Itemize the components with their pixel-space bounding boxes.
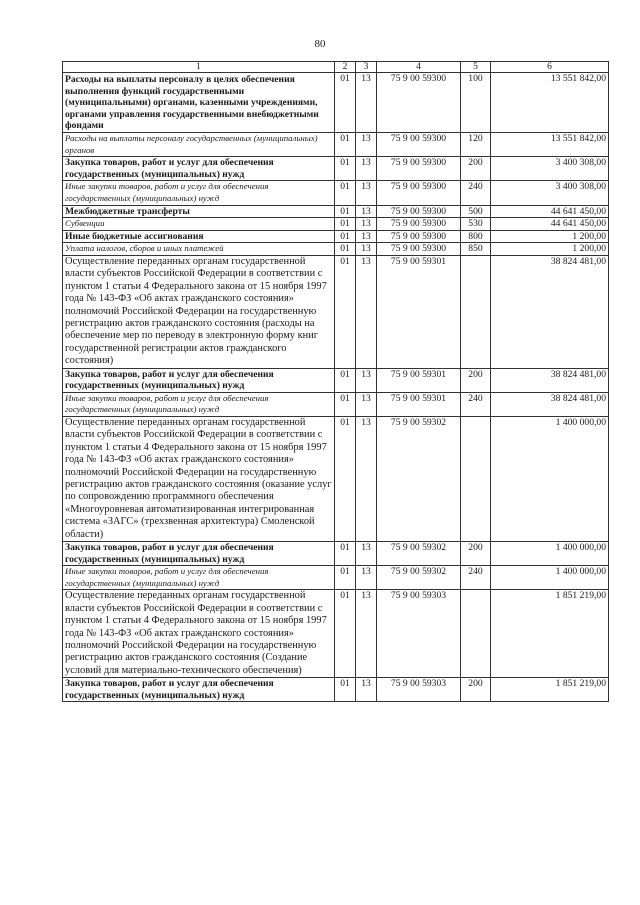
subsection-code-cell: 13 xyxy=(356,416,377,541)
column-header: 4 xyxy=(377,62,461,73)
row-name-cell: Осуществление переданных органам государственной власти субъектов Российской Федерации в соответствии с пунктом 1 статьи 4 Федерального закона от 15 ноября 1997 года № 143-ФЗ «Об актах гражданского состояния» полномочий Российской Федерации на государственную регистрацию актов гражданского состояния (Создание условий для материально-технического обеспечения) xyxy=(63,590,335,678)
row-name-cell: Закупка товаров, работ и услуг для обеспечения государственных (муниципальных) нужд xyxy=(63,542,335,566)
section-code-cell: 01 xyxy=(335,678,356,702)
subsection-code-cell: 13 xyxy=(356,255,377,368)
section-code-cell: 01 xyxy=(335,542,356,566)
target-code-cell: 75 9 00 59300 xyxy=(377,205,461,218)
target-code-cell: 75 9 00 59302 xyxy=(377,566,461,590)
table-row xyxy=(63,243,609,256)
row-name-cell: Уплата налогов, сборов и иных платежей xyxy=(63,243,335,256)
expense-type-cell xyxy=(461,255,491,368)
amount-cell: 1 851 219,00 xyxy=(491,678,609,702)
column-header: 3 xyxy=(356,62,377,73)
section-code-cell: 01 xyxy=(335,230,356,243)
section-code-cell: 01 xyxy=(335,392,356,416)
amount-cell: 13 551 842,00 xyxy=(491,132,609,156)
row-name-cell: Закупка товаров, работ и услуг для обеспечения государственных (муниципальных) нужд xyxy=(63,368,335,392)
target-code-cell: 75 9 00 59300 xyxy=(377,243,461,256)
row-name-cell: Субвенции xyxy=(63,218,335,231)
amount-cell: 38 824 481,00 xyxy=(491,255,609,368)
section-code-cell: 01 xyxy=(335,218,356,231)
expense-type-cell: 100 xyxy=(461,73,491,133)
row-name-cell: Закупка товаров, работ и услуг для обеспечения государственных (муниципальных) нужд xyxy=(63,678,335,702)
target-code-cell: 75 9 00 59303 xyxy=(377,678,461,702)
target-code-cell: 75 9 00 59301 xyxy=(377,368,461,392)
table-header-row xyxy=(63,62,609,73)
page-number: 80 xyxy=(314,38,326,50)
target-code-cell: 75 9 00 59300 xyxy=(377,181,461,205)
amount-cell: 44 641 450,00 xyxy=(491,218,609,231)
subsection-code-cell: 13 xyxy=(356,218,377,231)
row-name-cell: Осуществление переданных органам государственной власти субъектов Российской Федерации в соответствии с пунктом 1 статьи 4 Федерального закона от 15 ноября 1997 года № 143-ФЗ «Об актах гражданского состояния» полномочий Российской Федерации на государственную регистрацию актов гражданского состояния (оказание услуг по сопровождению программного обеспечения «Многоуровневая автоматизированная интегрированная система «ЗАГС» (трехзвенная архитектура) Смоленской области) xyxy=(63,416,335,541)
section-code-cell: 01 xyxy=(335,243,356,256)
table-row xyxy=(63,255,609,368)
column-header: 1 xyxy=(63,62,335,73)
subsection-code-cell: 13 xyxy=(356,590,377,678)
row-name-cell: Межбюджетные трансферты xyxy=(63,205,335,218)
amount-cell: 1 400 000,00 xyxy=(491,566,609,590)
expense-type-cell: 200 xyxy=(461,678,491,702)
target-code-cell: 75 9 00 59301 xyxy=(377,392,461,416)
expense-type-cell: 120 xyxy=(461,132,491,156)
expense-type-cell xyxy=(461,416,491,541)
target-code-cell: 75 9 00 59303 xyxy=(377,590,461,678)
column-header: 5 xyxy=(461,62,491,73)
expense-type-cell: 240 xyxy=(461,392,491,416)
section-code-cell: 01 xyxy=(335,368,356,392)
amount-cell: 1 400 000,00 xyxy=(491,416,609,541)
table-row xyxy=(63,416,609,541)
amount-cell: 38 824 481,00 xyxy=(491,392,609,416)
row-name-cell: Иные закупки товаров, работ и услуг для обеспечения государственных (муниципальных) нужд xyxy=(63,566,335,590)
section-code-cell: 01 xyxy=(335,157,356,181)
amount-cell: 1 400 000,00 xyxy=(491,542,609,566)
row-name-cell: Иные закупки товаров, работ и услуг для обеспечения государственных (муниципальных) нужд xyxy=(63,392,335,416)
expense-type-cell: 200 xyxy=(461,368,491,392)
amount-cell: 1 200,00 xyxy=(491,243,609,256)
amount-cell: 44 641 450,00 xyxy=(491,205,609,218)
subsection-code-cell: 13 xyxy=(356,542,377,566)
table-row xyxy=(63,157,609,181)
subsection-code-cell: 13 xyxy=(356,205,377,218)
target-code-cell: 75 9 00 59302 xyxy=(377,542,461,566)
column-header: 2 xyxy=(335,62,356,73)
amount-cell: 38 824 481,00 xyxy=(491,368,609,392)
amount-cell: 1 200,00 xyxy=(491,230,609,243)
target-code-cell: 75 9 00 59300 xyxy=(377,230,461,243)
row-name-cell: Осуществление переданных органам государственной власти субъектов Российской Федерации в соответствии с пунктом 1 статьи 4 Федерального закона от 15 ноября 1997 года № 143-ФЗ «Об актах гражданского состояния» полномочий Российской Федерации на государственную регистрацию актов гражданского состояния (расходы на обеспечение мер по переводу в электронную форму книг государственной регистрации актов гражданского состояния) xyxy=(63,255,335,368)
target-code-cell: 75 9 00 59300 xyxy=(377,132,461,156)
section-code-cell: 01 xyxy=(335,416,356,541)
table-row xyxy=(63,205,609,218)
subsection-code-cell: 13 xyxy=(356,368,377,392)
target-code-cell: 75 9 00 59300 xyxy=(377,73,461,133)
expense-type-cell: 500 xyxy=(461,205,491,218)
section-code-cell: 01 xyxy=(335,566,356,590)
expense-type-cell: 200 xyxy=(461,542,491,566)
section-code-cell: 01 xyxy=(335,590,356,678)
table-row xyxy=(63,368,609,392)
subsection-code-cell: 13 xyxy=(356,392,377,416)
section-code-cell: 01 xyxy=(335,132,356,156)
target-code-cell: 75 9 00 59300 xyxy=(377,218,461,231)
expense-type-cell: 240 xyxy=(461,566,491,590)
amount-cell: 1 851 219,00 xyxy=(491,590,609,678)
subsection-code-cell: 13 xyxy=(356,678,377,702)
expense-type-cell: 240 xyxy=(461,181,491,205)
row-name-cell: Расходы на выплаты персоналу в целях обеспечения выполнения функций государственными (муниципальными) органами, казенными учреждениями, органами управления государственными внебюджетными фондами xyxy=(63,73,335,133)
budget-table xyxy=(62,61,609,702)
section-code-cell: 01 xyxy=(335,73,356,133)
table-row xyxy=(63,542,609,566)
subsection-code-cell: 13 xyxy=(356,181,377,205)
expense-type-cell: 850 xyxy=(461,243,491,256)
row-name-cell: Расходы на выплаты персоналу государственных (муниципальных) органов xyxy=(63,132,335,156)
subsection-code-cell: 13 xyxy=(356,132,377,156)
subsection-code-cell: 13 xyxy=(356,243,377,256)
subsection-code-cell: 13 xyxy=(356,73,377,133)
amount-cell: 3 400 308,00 xyxy=(491,181,609,205)
table-row xyxy=(63,590,609,678)
amount-cell: 13 551 842,00 xyxy=(491,73,609,133)
table-row xyxy=(63,678,609,702)
subsection-code-cell: 13 xyxy=(356,157,377,181)
section-code-cell: 01 xyxy=(335,205,356,218)
subsection-code-cell: 13 xyxy=(356,230,377,243)
amount-cell: 3 400 308,00 xyxy=(491,157,609,181)
row-name-cell: Иные бюджетные ассигнования xyxy=(63,230,335,243)
table-row xyxy=(63,566,609,590)
section-code-cell: 01 xyxy=(335,255,356,368)
expense-type-cell xyxy=(461,590,491,678)
subsection-code-cell: 13 xyxy=(356,566,377,590)
section-code-cell: 01 xyxy=(335,181,356,205)
expense-type-cell: 200 xyxy=(461,157,491,181)
target-code-cell: 75 9 00 59300 xyxy=(377,157,461,181)
target-code-cell: 75 9 00 59301 xyxy=(377,255,461,368)
table-row xyxy=(63,392,609,416)
table-row xyxy=(63,181,609,205)
target-code-cell: 75 9 00 59302 xyxy=(377,416,461,541)
expense-type-cell: 530 xyxy=(461,218,491,231)
column-header: 6 xyxy=(491,62,609,73)
row-name-cell: Закупка товаров, работ и услуг для обеспечения государственных (муниципальных) нужд xyxy=(63,157,335,181)
table-row xyxy=(63,132,609,156)
table-row xyxy=(63,230,609,243)
expense-type-cell: 800 xyxy=(461,230,491,243)
table-row xyxy=(63,218,609,231)
table-row xyxy=(63,73,609,133)
row-name-cell: Иные закупки товаров, работ и услуг для обеспечения государственных (муниципальных) нужд xyxy=(63,181,335,205)
